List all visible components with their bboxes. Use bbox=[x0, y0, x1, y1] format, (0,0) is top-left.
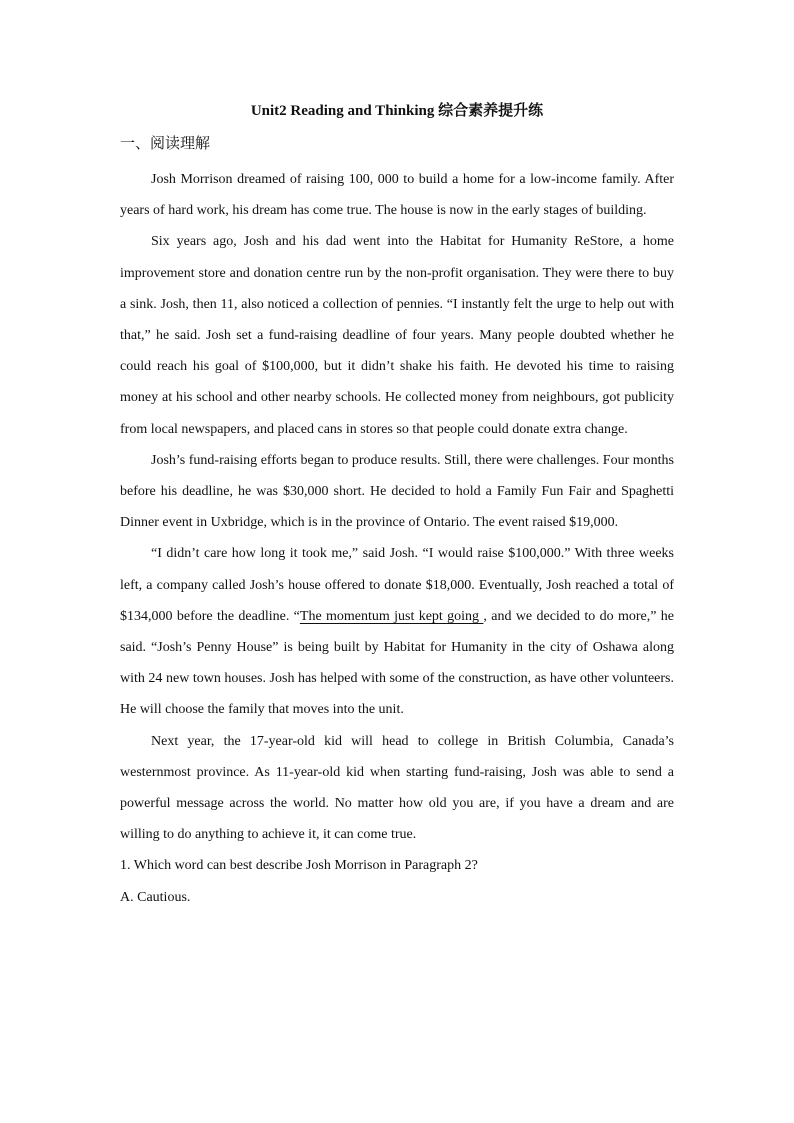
paragraph-3: Josh’s fund-raising efforts began to produce results. Still, there were challenges. Four months before his deadline, he was $30,000 short. He decided to hold a Family Fun Fair and Spaghetti Dinner event in Uxbridge, which is in the province of Ontario. The event raised $19,000. bbox=[120, 452, 674, 531]
section-heading: 一、阅读理解 bbox=[120, 134, 211, 152]
paragraph-4-part-1: “I didn’t care how long it took me,” said Josh. “I would raise $100,000.” With three weeks left, a company called Josh’s house offered to donate $18,000. Eventually, Josh reached a total of $134,000 before the deadline. “ bbox=[120, 546, 674, 624]
document-title: Unit2 Reading and Thinking 综合素养提升练 bbox=[250, 103, 544, 119]
question-1-stem: 1. Which word can best describe Josh Morrison in Paragraph 2? bbox=[120, 858, 478, 874]
paragraph-5: Next year, the 17-year-old kid will head to college in British Columbia, Canada’s westernmost province. As 11-year-old kid when starting fund-raising, Josh was able to send a powerful message across the world. No matter how old you are, if you have a dream and are willing to do anything to achieve it, it can come true. bbox=[120, 733, 674, 843]
paragraph-2: Six years ago, Josh and his dad went into the Habitat for Humanity ReStore, a home improvement store and donation centre run by the non-profit organisation. They were there to buy a sink. Josh, then 11, also noticed a collection of pennies. “I instantly felt the urge to help out with that,” he said. Josh set a fund-raising deadline of four years. Many people doubted whether he could reach his goal of $100,000, but it didn’t shake his faith. He devoted his time to raising money at his school and other nearby schools. He collected money from neighbours, got publicity from local newspapers, and placed cans in stores so that people could donate extra change. bbox=[120, 234, 674, 437]
paragraph-4 bbox=[120, 538, 674, 725]
paragraph-1: Josh Morrison dreamed of raising 100, 000 to build a home for a low-income family. After years of hard work, his dream has come true. The house is now in the early stages of building. bbox=[120, 172, 674, 219]
question-1-option-a: A. Cautious. bbox=[120, 889, 191, 905]
underlined-phrase: The momentum just kept going bbox=[299, 608, 484, 624]
reading-passage bbox=[120, 164, 674, 913]
paragraph-4-part-2: , and we decided to do more,” he said. “Josh’s Penny House” is being built by Habitat for Humanity in the city of Oshawa along with 24 new town houses. Josh has helped with some of the construction, as have other volunteers. He will choose the family that moves into the unit. bbox=[120, 608, 674, 718]
